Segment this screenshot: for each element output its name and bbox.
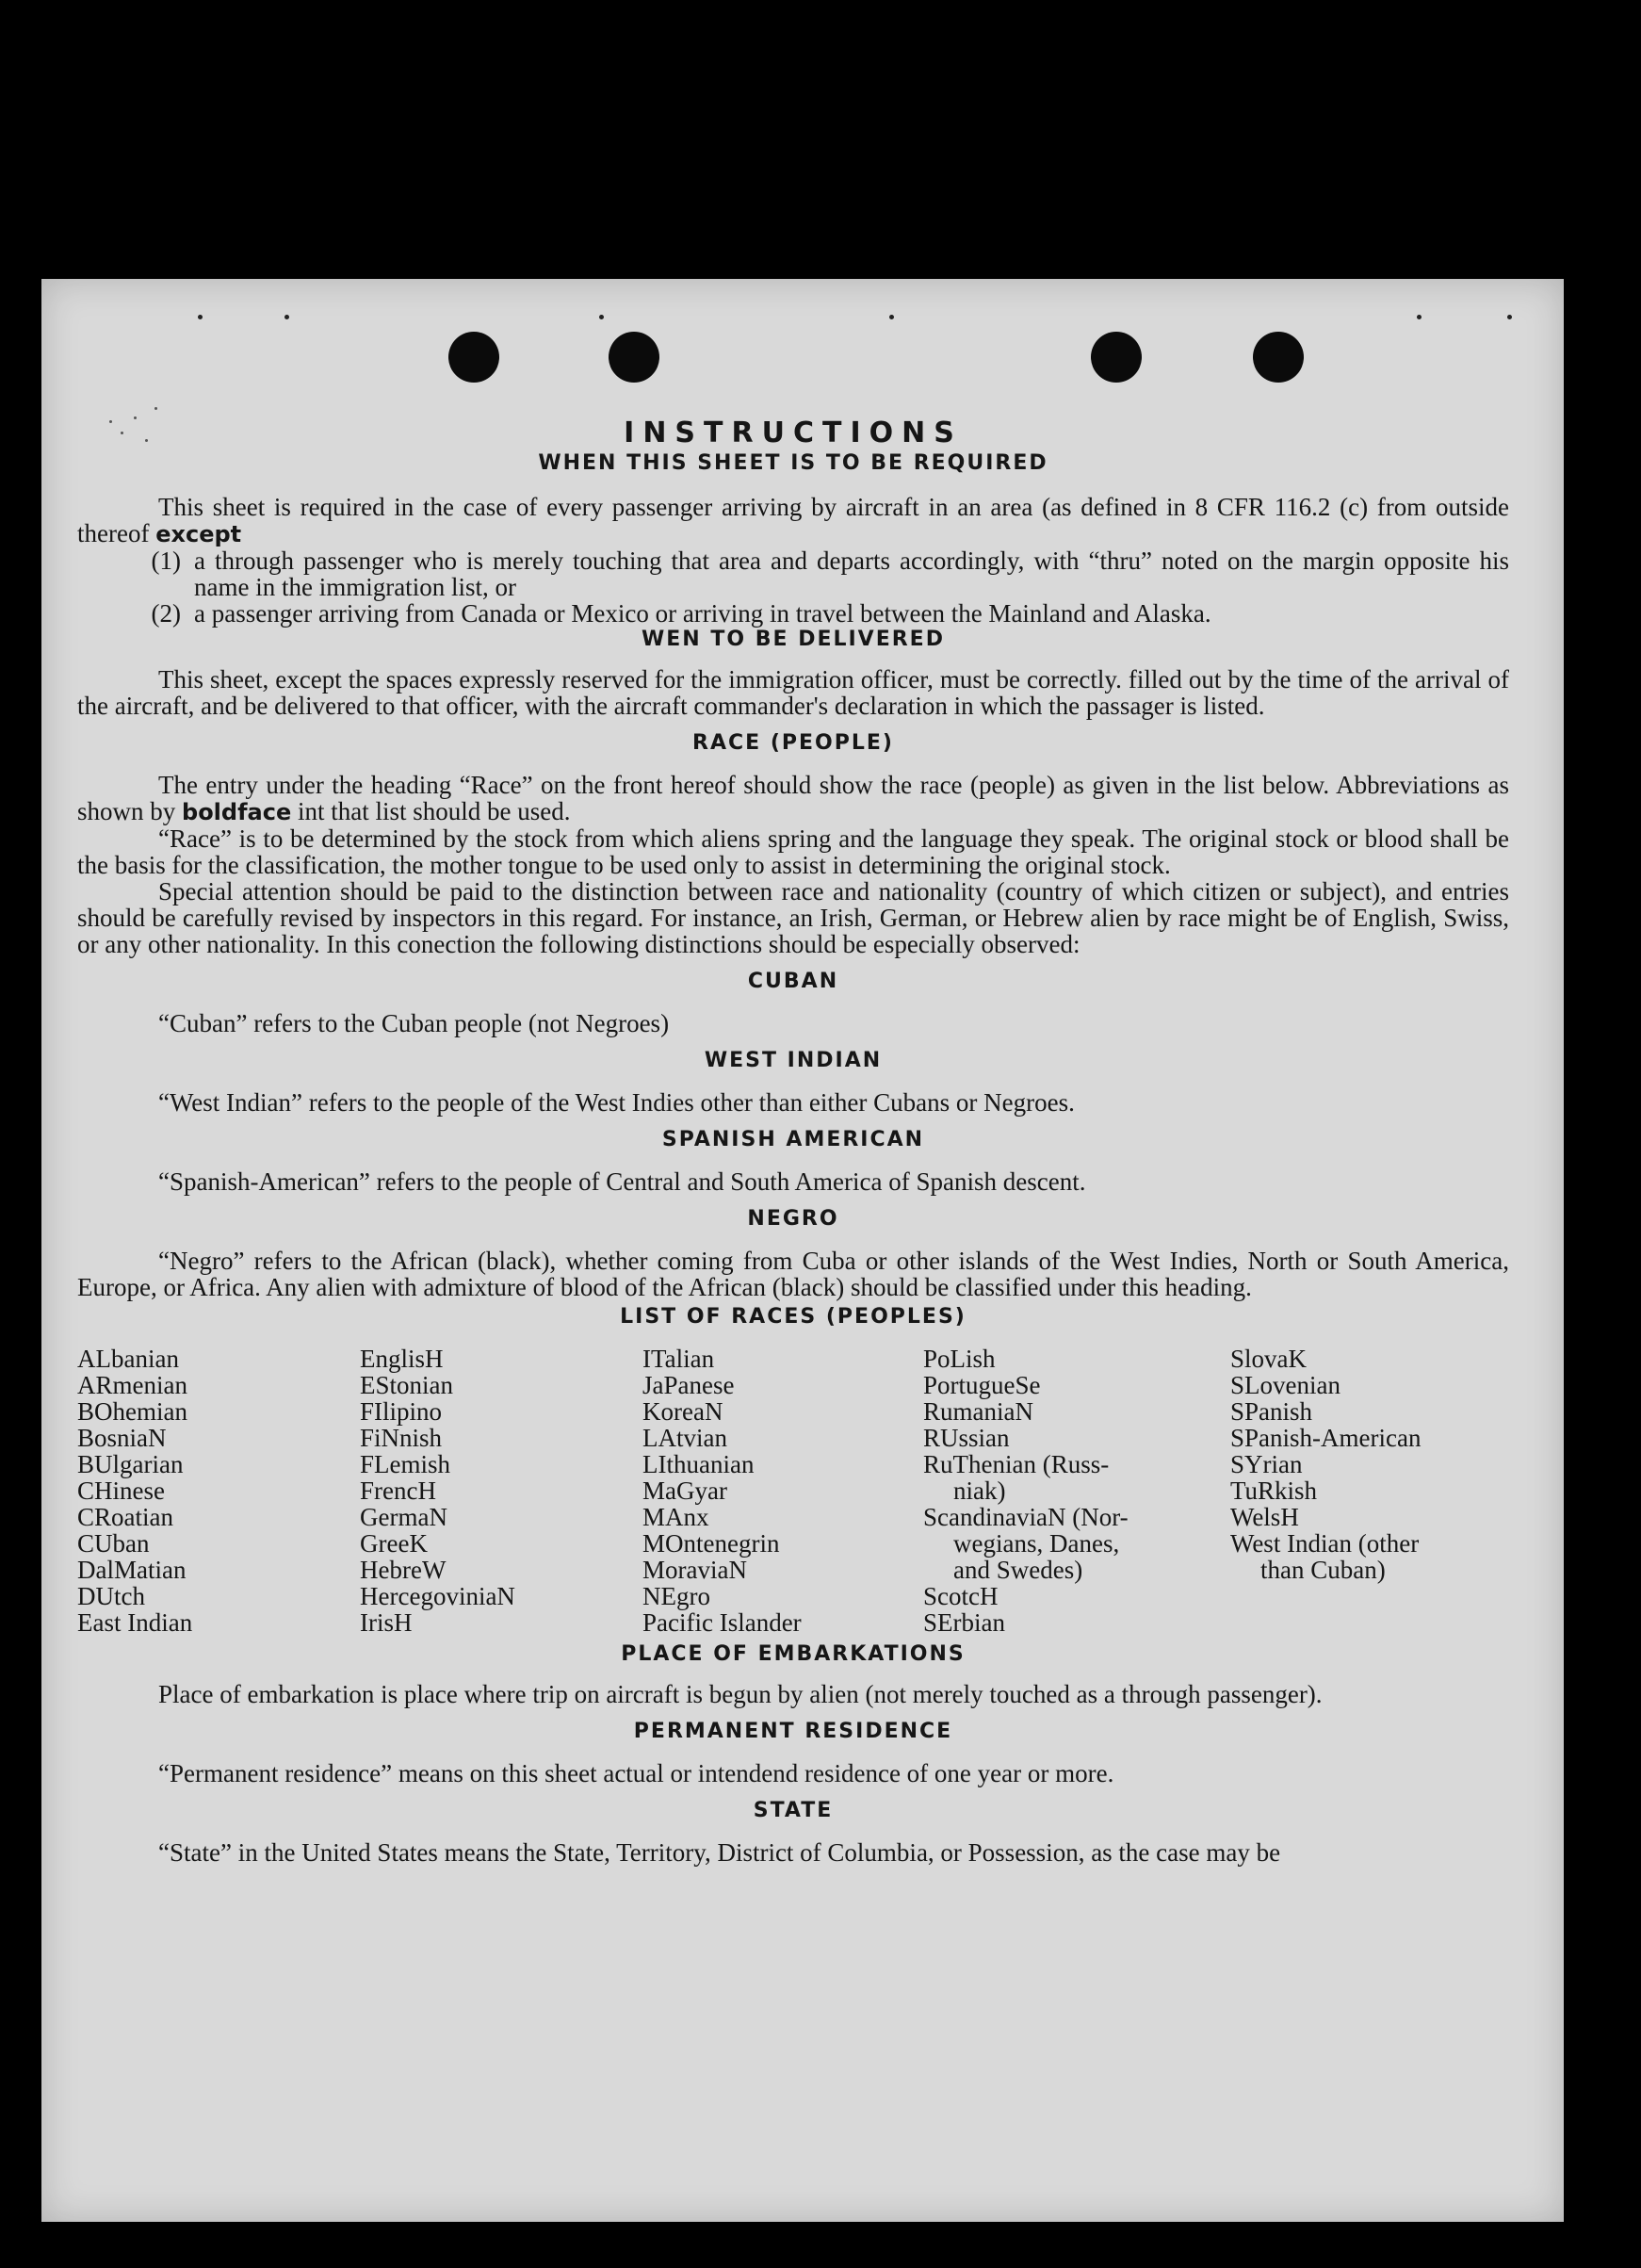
race-entry: FrencH (360, 1477, 436, 1505)
section-heading: SPANISH AMERICAN (661, 1128, 925, 1151)
paragraph: “Spanish-American” refers to the people of Central and South America of Spanish descent. (158, 1167, 1086, 1196)
paragraph: “West Indian” refers to the people of the West Indies other than either Cubans or Negroes. (158, 1088, 1075, 1117)
race-entry: GermaN (360, 1503, 447, 1531)
page-title: INSTRUCTIONS (624, 416, 963, 449)
race-entry: ScandinaviaN (Nor- (923, 1503, 1129, 1531)
section-heading: PERMANENT RESIDENCE (633, 1720, 953, 1743)
race-entry: MOntenegrin (642, 1529, 780, 1558)
race-entry: DUtch (77, 1582, 145, 1610)
speck (599, 315, 604, 319)
speck (1507, 315, 1512, 319)
race-entry: RuThenian (Russ- (923, 1450, 1110, 1478)
race-entry: MAnx (642, 1503, 709, 1531)
section-heading: CUBAN (747, 970, 839, 993)
race-entry: SPanish-American (1230, 1424, 1422, 1452)
paragraph: “State” in the United States means the State, Territory, District of Columbia, or Possession, as the case may be (158, 1838, 1281, 1867)
section-heading: RACE (PEOPLE) (692, 731, 894, 755)
document-body (77, 416, 1509, 1867)
race-entry: FiNnish (360, 1424, 443, 1452)
race-entry: West Indian (other (1230, 1529, 1420, 1558)
speck (198, 315, 203, 319)
race-entry: SLovenian (1230, 1371, 1340, 1399)
race-entry: MoraviaN (642, 1556, 747, 1584)
race-entry: FLemish (360, 1450, 451, 1478)
punch-hole (1253, 332, 1304, 383)
race-entry: PoLish (923, 1345, 996, 1373)
race-entry: CRoatian (77, 1503, 173, 1531)
race-entry: Pacific Islander (642, 1608, 802, 1637)
race-entry: wegians, Danes, (953, 1529, 1120, 1558)
race-entry: GreeK (360, 1529, 428, 1558)
paragraph: “Race” is to be determined by the stock from which aliens spring and the language they speak. The original stock or blood shall be the basis for the classification, the mother tongue to be used only to assist in determining the original stock. (77, 824, 1509, 879)
paragraph: “Permanent residence” means on this sheet actual or intendend residence of one year or more. (158, 1759, 1114, 1787)
race-entry: IrisH (360, 1608, 413, 1637)
section-heading: WEST INDIAN (704, 1049, 883, 1072)
races-column (1230, 1346, 1494, 1636)
race-entry: TuRkish (1230, 1477, 1318, 1505)
race-entry: SErbian (923, 1608, 1005, 1637)
item-text: a through passenger who is merely touching that area and departs accordingly, with “thru” noted on the margin opposite his name in the immigration list, or (194, 547, 1509, 601)
race-entry: WelsH (1230, 1503, 1299, 1531)
bold-term: boldface (182, 799, 292, 825)
paragraph: “Negro” refers to the African (black), whether coming from Cuba or other islands of the West Indies, North or South America, Europe, or Africa. Any alien with admixture of blood of the African (black) should be classified under this heading. (77, 1247, 1509, 1301)
paragraph-text: The entry under the heading “Race” on the front hereof should show the race (people) as given in the list below. Abbreviations as shown by (77, 771, 1509, 825)
race-entry: CHinese (77, 1477, 165, 1505)
race-entry: HebreW (360, 1556, 447, 1584)
race-entry: LAtvian (642, 1424, 727, 1452)
race-entry: BOhemian (77, 1397, 187, 1426)
race-entry: RUssian (923, 1424, 1010, 1452)
race-entry: BUlgarian (77, 1450, 184, 1478)
races-column (923, 1346, 1230, 1636)
bold-term: except (155, 521, 242, 547)
paragraph-text: int that list should be used. (297, 797, 571, 825)
punch-hole (448, 332, 499, 383)
item-text: a passenger arriving from Canada or Mexico or arriving in travel between the Mainland and Alaska. (194, 599, 1211, 628)
race-entry: BosniaN (77, 1424, 167, 1452)
race-entry: MaGyar (642, 1477, 727, 1505)
race-entry: ALbanian (77, 1345, 179, 1373)
speck (134, 416, 137, 419)
race-entry: HercegoviniaN (360, 1582, 515, 1610)
race-entry: ARmenian (77, 1371, 187, 1399)
section-heading: LIST OF RACES (PEOPLES) (620, 1305, 967, 1329)
instruction-sheet (41, 279, 1564, 2222)
paragraph: This sheet, except the spaces expressly reserved for the immigration officer, must be correctly. filled out by the time of the arrival of the aircraft, and be delivered to that officer, with the aircraft commander's declaration in which the passager is listed. (77, 665, 1509, 720)
race-entry: EStonian (360, 1371, 453, 1399)
race-entry: East Indian (77, 1608, 193, 1637)
section-heading: WEN TO BE DELIVERED (642, 628, 945, 651)
races-column (77, 1346, 360, 1636)
speck (154, 407, 157, 410)
speck (889, 315, 894, 319)
races-column (360, 1346, 642, 1636)
punch-hole (609, 332, 659, 383)
paragraph-text: This sheet is required in the case of every passenger arriving by aircraft in an area (as defined in 8 CFR 116.2 (c) from outside thereof (77, 493, 1509, 547)
race-entry: ScotcH (923, 1582, 999, 1610)
race-entry: JaPanese (642, 1371, 735, 1399)
item-number: (2) (151, 599, 181, 628)
speck (284, 315, 289, 319)
race-entry: niak) (953, 1477, 1006, 1505)
race-entry: than Cuban) (1260, 1556, 1386, 1584)
paragraph (77, 772, 1509, 825)
section-heading: WHEN THIS SHEET IS TO BE REQUIRED (538, 451, 1048, 475)
race-entry: PortugueSe (923, 1371, 1041, 1399)
race-entry: ITalian (642, 1345, 715, 1373)
race-entry: SYrian (1230, 1450, 1303, 1478)
item-number: (1) (151, 547, 181, 575)
section-heading: STATE (753, 1799, 834, 1822)
list-item (77, 600, 1509, 627)
paragraph (77, 494, 1509, 547)
punch-hole (1091, 332, 1142, 383)
races-column (642, 1346, 923, 1636)
race-entry: FIlipino (360, 1397, 443, 1426)
races-list (77, 1346, 1509, 1636)
paragraph: “Cuban” refers to the Cuban people (not Negroes) (158, 1009, 670, 1037)
race-entry: CUban (77, 1529, 150, 1558)
section-heading: NEGRO (747, 1207, 839, 1231)
race-entry: KoreaN (642, 1397, 723, 1426)
race-entry: SlovaK (1230, 1345, 1307, 1373)
speck (1417, 315, 1422, 319)
race-entry: RumaniaN (923, 1397, 1033, 1426)
list-item (77, 547, 1509, 600)
race-entry: and Swedes) (953, 1556, 1083, 1584)
paragraph: Place of embarkation is place where trip on aircraft is begun by alien (not merely touched as a through passenger). (158, 1680, 1323, 1708)
paragraph: Special attention should be paid to the distinction between race and nationality (country of which citizen or subject), and entries should be carefully revised by inspectors in this regard. For instance, an Irish, German, or Hebrew alien by race might be of English, Swiss, or any other nationality. In this conection the following distinctions should be especially observed: (77, 877, 1509, 958)
race-entry: NEgro (642, 1582, 710, 1610)
race-entry: EnglisH (360, 1345, 444, 1373)
section-heading: PLACE OF EMBARKATIONS (621, 1642, 966, 1666)
race-entry: SPanish (1230, 1397, 1313, 1426)
race-entry: DalMatian (77, 1556, 187, 1584)
race-entry: LIthuanian (642, 1450, 755, 1478)
